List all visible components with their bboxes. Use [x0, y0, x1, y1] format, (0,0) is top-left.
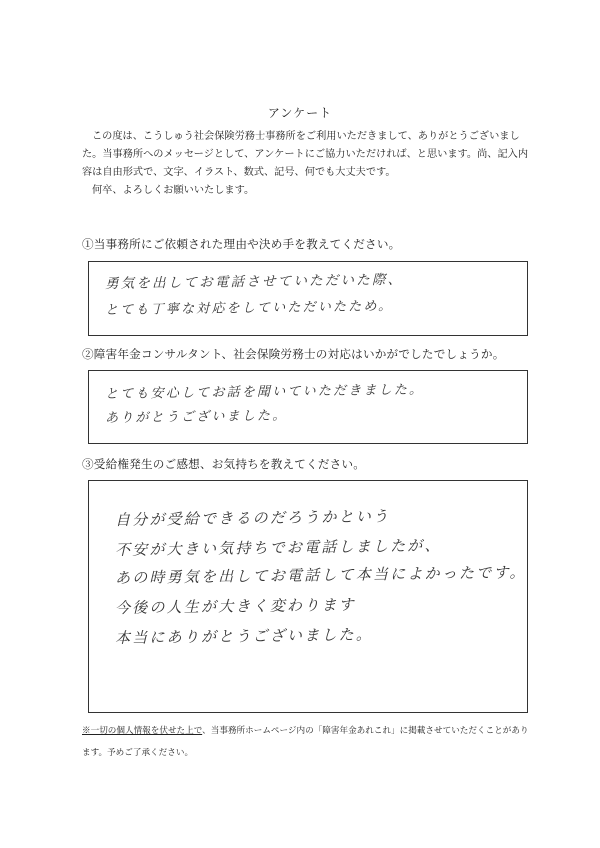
- answer-box-2: [88, 370, 528, 444]
- intro-text: [82, 128, 528, 200]
- intro-paragraph-closing: 何卒、よろしくお願いいたします。: [92, 185, 255, 196]
- answer-1-line-2: とても丁寧な対応をしていただいたため。: [104, 298, 394, 318]
- answer-box-1: [88, 261, 528, 336]
- answer-3-line-5: 本当にありがとうございました。: [114, 625, 374, 647]
- answer-box-3: [88, 480, 528, 713]
- question-1-label: ①当事務所にご依頼された理由や決め手を教えてください。: [82, 237, 401, 251]
- page-title: アンケート: [267, 106, 333, 120]
- answer-1-line-1: 勇気を出してお電話させていただいた際、: [104, 271, 404, 292]
- answer-2-line-2: ありがとうございました。: [104, 408, 288, 426]
- answer-3-line-1: 自分が受給できるのだろうかという: [114, 507, 391, 529]
- question-2-label: ②障害年金コンサルタント、社会保険労務士の対応はいかがでしたでしょうか。: [82, 347, 505, 361]
- footnote-underlined: ※一切の個人情報を伏せた上で: [82, 726, 203, 736]
- question-3-label: ③受給権発生のご感想、お気持ちを教えてください。: [82, 457, 366, 471]
- footnote-text: 、当事務所ホームページ内の「障害年金あれこれ」に掲載させていただくことがあります。予めご了承ください。: [82, 726, 529, 758]
- answer-2-line-1: とても安心してお話を聞いていただきました。: [104, 382, 425, 402]
- footnote: [82, 720, 532, 764]
- answer-3-line-4: 今後の人生が大きく変わります: [114, 595, 356, 617]
- answer-3-line-3: あの時勇気を出してお電話して本当によかったです。: [114, 563, 527, 587]
- intro-paragraph: この度は、こうしゅう社会保険労務士事務所をご利用いただきまして、ありがとうございました。当事務所へのメッセージとして、アンケートにご協力いただければ、と思います。尚、記入内容は自由形式で、文字、イラスト、数式、記号、何でも大丈夫です。: [82, 131, 529, 178]
- answer-3-line-2: 不安が大きい気持ちでお電話しましたが、: [114, 536, 442, 559]
